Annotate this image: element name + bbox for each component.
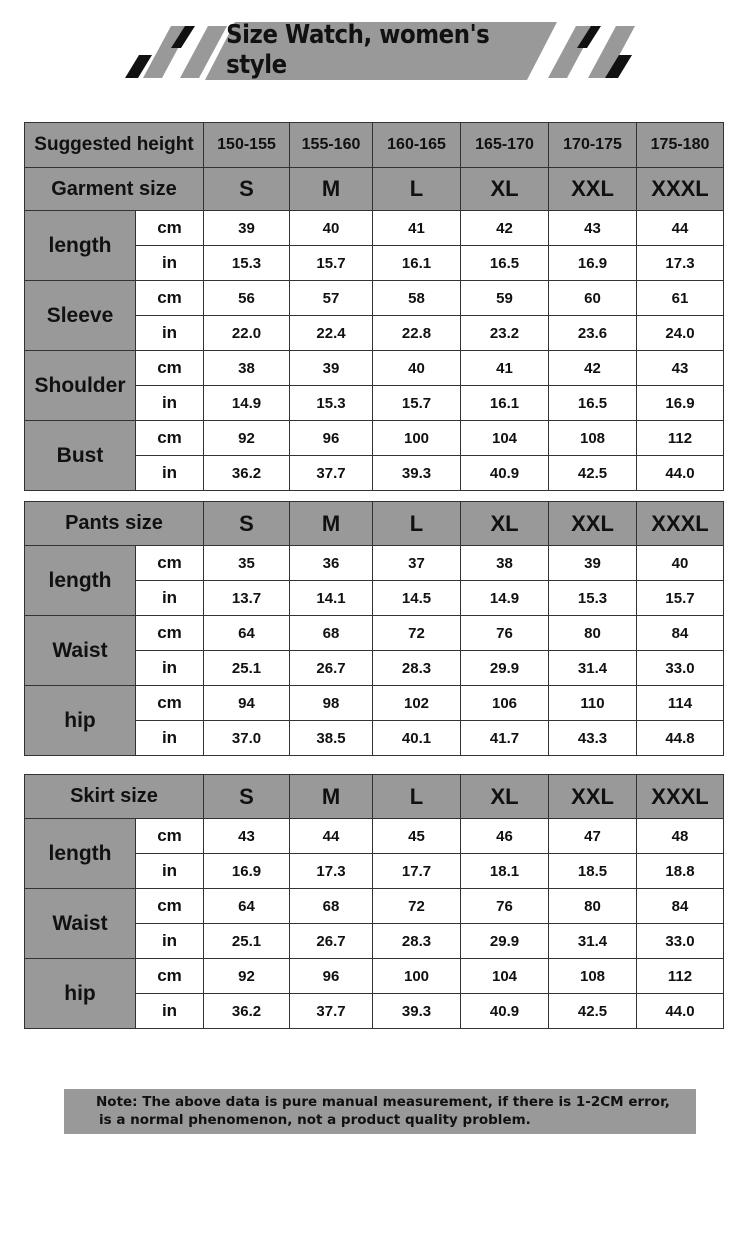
unit-in: in [136, 994, 204, 1029]
unit-in: in [136, 581, 204, 616]
value-cell: 17.3 [290, 854, 373, 889]
measure-label: length [25, 211, 136, 281]
unit-in: in [136, 721, 204, 756]
measure-label: Waist [25, 616, 136, 686]
unit-in: in [136, 316, 204, 351]
value-cell: 72 [373, 616, 461, 651]
value-cell: 43.3 [549, 721, 637, 756]
value-cell: 25.1 [204, 651, 290, 686]
measure-label: length [25, 546, 136, 616]
measure-label: hip [25, 686, 136, 756]
value-cell: 23.2 [461, 316, 549, 351]
value-cell: 38.5 [290, 721, 373, 756]
value-cell: 40.9 [461, 456, 549, 491]
value-cell: 22.8 [373, 316, 461, 351]
value-cell: 104 [461, 421, 549, 456]
size-header-row [25, 168, 724, 211]
note-line-1: Note: The above data is pure manual measurement, if there is 1-2CM error, [96, 1094, 670, 1110]
unit-cm: cm [136, 546, 204, 581]
pants-size-table [24, 501, 724, 756]
value-cell: 44.0 [637, 456, 724, 491]
unit-cm: cm [136, 819, 204, 854]
value-cell: 40.1 [373, 721, 461, 756]
value-cell: 14.9 [461, 581, 549, 616]
value-cell: 110 [549, 686, 637, 721]
size-header-cell: XXL [549, 502, 637, 546]
value-cell: 39 [549, 546, 637, 581]
value-cell: 42.5 [549, 994, 637, 1029]
size-header-cell: XL [461, 168, 549, 211]
value-cell: 18.8 [637, 854, 724, 889]
value-cell: 98 [290, 686, 373, 721]
value-cell: 13.7 [204, 581, 290, 616]
value-cell: 24.0 [637, 316, 724, 351]
unit-cm: cm [136, 686, 204, 721]
height-cell: 175-180 [637, 123, 724, 168]
value-cell: 57 [290, 281, 373, 316]
value-cell: 17.7 [373, 854, 461, 889]
value-cell: 84 [637, 616, 724, 651]
value-cell: 108 [549, 421, 637, 456]
value-cell: 44.8 [637, 721, 724, 756]
value-cell: 44 [290, 819, 373, 854]
value-cell: 16.1 [373, 246, 461, 281]
size-header-cell: M [290, 502, 373, 546]
value-cell: 40.9 [461, 994, 549, 1029]
value-cell: 39 [204, 211, 290, 246]
height-cell: 160-165 [373, 123, 461, 168]
size-header-cell: L [373, 168, 461, 211]
unit-cm: cm [136, 616, 204, 651]
table-row [25, 889, 724, 924]
value-cell: 100 [373, 959, 461, 994]
value-cell: 60 [549, 281, 637, 316]
value-cell: 36.2 [204, 456, 290, 491]
value-cell: 76 [461, 889, 549, 924]
value-cell: 15.3 [290, 386, 373, 421]
value-cell: 28.3 [373, 924, 461, 959]
value-cell: 104 [461, 959, 549, 994]
value-cell: 31.4 [549, 651, 637, 686]
value-cell: 100 [373, 421, 461, 456]
value-cell: 25.1 [204, 924, 290, 959]
size-header-cell: M [290, 168, 373, 211]
size-header-cell: XL [461, 502, 549, 546]
size-header-cell: XXL [549, 775, 637, 819]
value-cell: 42 [461, 211, 549, 246]
value-cell: 80 [549, 616, 637, 651]
height-cell: 150-155 [204, 123, 290, 168]
value-cell: 112 [637, 959, 724, 994]
note-line-2: is a normal phenomenon, not a product quality problem. [99, 1112, 531, 1128]
value-cell: 33.0 [637, 924, 724, 959]
value-cell: 58 [373, 281, 461, 316]
value-cell: 16.5 [461, 246, 549, 281]
value-cell: 92 [204, 421, 290, 456]
size-header-cell: XXXL [637, 502, 724, 546]
value-cell: 41 [461, 351, 549, 386]
garment-size-label: Garment size [25, 168, 204, 211]
value-cell: 44.0 [637, 994, 724, 1029]
value-cell: 102 [373, 686, 461, 721]
value-cell: 28.3 [373, 651, 461, 686]
value-cell: 26.7 [290, 651, 373, 686]
unit-in: in [136, 651, 204, 686]
measure-label: Sleeve [25, 281, 136, 351]
value-cell: 96 [290, 421, 373, 456]
unit-in: in [136, 924, 204, 959]
value-cell: 56 [204, 281, 290, 316]
size-header-cell: S [204, 502, 290, 546]
value-cell: 92 [204, 959, 290, 994]
value-cell: 41.7 [461, 721, 549, 756]
unit-in: in [136, 246, 204, 281]
height-cell: 170-175 [549, 123, 637, 168]
height-cell: 155-160 [290, 123, 373, 168]
value-cell: 41 [373, 211, 461, 246]
size-header-cell: XXXL [637, 775, 724, 819]
table-row [25, 421, 724, 456]
garment-size-table [24, 122, 724, 491]
height-cell: 165-170 [461, 123, 549, 168]
suggested-height-label: Suggested height [25, 123, 204, 168]
value-cell: 106 [461, 686, 549, 721]
value-cell: 40 [373, 351, 461, 386]
value-cell: 14.5 [373, 581, 461, 616]
value-cell: 40 [637, 546, 724, 581]
value-cell: 94 [204, 686, 290, 721]
value-cell: 42.5 [549, 456, 637, 491]
table-row [25, 819, 724, 854]
skirt-size-table [24, 774, 724, 1029]
measure-label: Bust [25, 421, 136, 491]
size-header-row [25, 502, 724, 546]
size-header-cell: S [204, 168, 290, 211]
skirt-size-label: Skirt size [25, 775, 204, 819]
value-cell: 40 [290, 211, 373, 246]
unit-cm: cm [136, 351, 204, 386]
value-cell: 16.9 [637, 386, 724, 421]
unit-cm: cm [136, 421, 204, 456]
unit-in: in [136, 386, 204, 421]
value-cell: 18.1 [461, 854, 549, 889]
value-cell: 112 [637, 421, 724, 456]
value-cell: 43 [637, 351, 724, 386]
value-cell: 15.7 [637, 581, 724, 616]
unit-in: in [136, 854, 204, 889]
value-cell: 37.7 [290, 994, 373, 1029]
measure-label: Shoulder [25, 351, 136, 421]
value-cell: 46 [461, 819, 549, 854]
value-cell: 29.9 [461, 924, 549, 959]
size-header-cell: XL [461, 775, 549, 819]
value-cell: 43 [204, 819, 290, 854]
value-cell: 38 [461, 546, 549, 581]
measure-label: hip [25, 959, 136, 1029]
value-cell: 17.3 [637, 246, 724, 281]
value-cell: 43 [549, 211, 637, 246]
value-cell: 15.3 [549, 581, 637, 616]
value-cell: 61 [637, 281, 724, 316]
size-header-cell: L [373, 502, 461, 546]
value-cell: 108 [549, 959, 637, 994]
measure-label: Waist [25, 889, 136, 959]
unit-in: in [136, 456, 204, 491]
measure-label: length [25, 819, 136, 889]
unit-cm: cm [136, 959, 204, 994]
value-cell: 16.1 [461, 386, 549, 421]
value-cell: 39.3 [373, 456, 461, 491]
unit-cm: cm [136, 281, 204, 316]
value-cell: 68 [290, 616, 373, 651]
value-cell: 22.0 [204, 316, 290, 351]
size-header-cell: L [373, 775, 461, 819]
table-row [25, 546, 724, 581]
title-banner [0, 0, 750, 100]
value-cell: 14.1 [290, 581, 373, 616]
value-cell: 39 [290, 351, 373, 386]
table-row [25, 281, 724, 316]
value-cell: 31.4 [549, 924, 637, 959]
value-cell: 36 [290, 546, 373, 581]
value-cell: 16.9 [204, 854, 290, 889]
value-cell: 96 [290, 959, 373, 994]
value-cell: 42 [549, 351, 637, 386]
value-cell: 29.9 [461, 651, 549, 686]
value-cell: 15.3 [204, 246, 290, 281]
value-cell: 72 [373, 889, 461, 924]
value-cell: 47 [549, 819, 637, 854]
value-cell: 15.7 [290, 246, 373, 281]
value-cell: 18.5 [549, 854, 637, 889]
value-cell: 64 [204, 889, 290, 924]
value-cell: 36.2 [204, 994, 290, 1029]
value-cell: 114 [637, 686, 724, 721]
size-header-cell: S [204, 775, 290, 819]
table-row [25, 686, 724, 721]
pants-size-label: Pants size [25, 502, 204, 546]
value-cell: 44 [637, 211, 724, 246]
value-cell: 22.4 [290, 316, 373, 351]
size-header-row [25, 775, 724, 819]
value-cell: 23.6 [549, 316, 637, 351]
value-cell: 39.3 [373, 994, 461, 1029]
value-cell: 48 [637, 819, 724, 854]
value-cell: 38 [204, 351, 290, 386]
table-row [25, 959, 724, 994]
value-cell: 35 [204, 546, 290, 581]
table-row [25, 211, 724, 246]
table-row [25, 616, 724, 651]
value-cell: 15.7 [373, 386, 461, 421]
value-cell: 68 [290, 889, 373, 924]
value-cell: 76 [461, 616, 549, 651]
value-cell: 84 [637, 889, 724, 924]
value-cell: 80 [549, 889, 637, 924]
height-row [25, 123, 724, 168]
value-cell: 33.0 [637, 651, 724, 686]
unit-cm: cm [136, 889, 204, 924]
measurement-note [64, 1089, 696, 1134]
size-header-cell: M [290, 775, 373, 819]
value-cell: 37 [373, 546, 461, 581]
size-header-cell: XXL [549, 168, 637, 211]
table-row [25, 351, 724, 386]
value-cell: 59 [461, 281, 549, 316]
value-cell: 37.7 [290, 456, 373, 491]
value-cell: 16.5 [549, 386, 637, 421]
value-cell: 37.0 [204, 721, 290, 756]
value-cell: 26.7 [290, 924, 373, 959]
size-header-cell: XXXL [637, 168, 724, 211]
value-cell: 14.9 [204, 386, 290, 421]
page-title: Size Watch, women's style [226, 20, 490, 80]
value-cell: 64 [204, 616, 290, 651]
value-cell: 16.9 [549, 246, 637, 281]
unit-cm: cm [136, 211, 204, 246]
value-cell: 45 [373, 819, 461, 854]
